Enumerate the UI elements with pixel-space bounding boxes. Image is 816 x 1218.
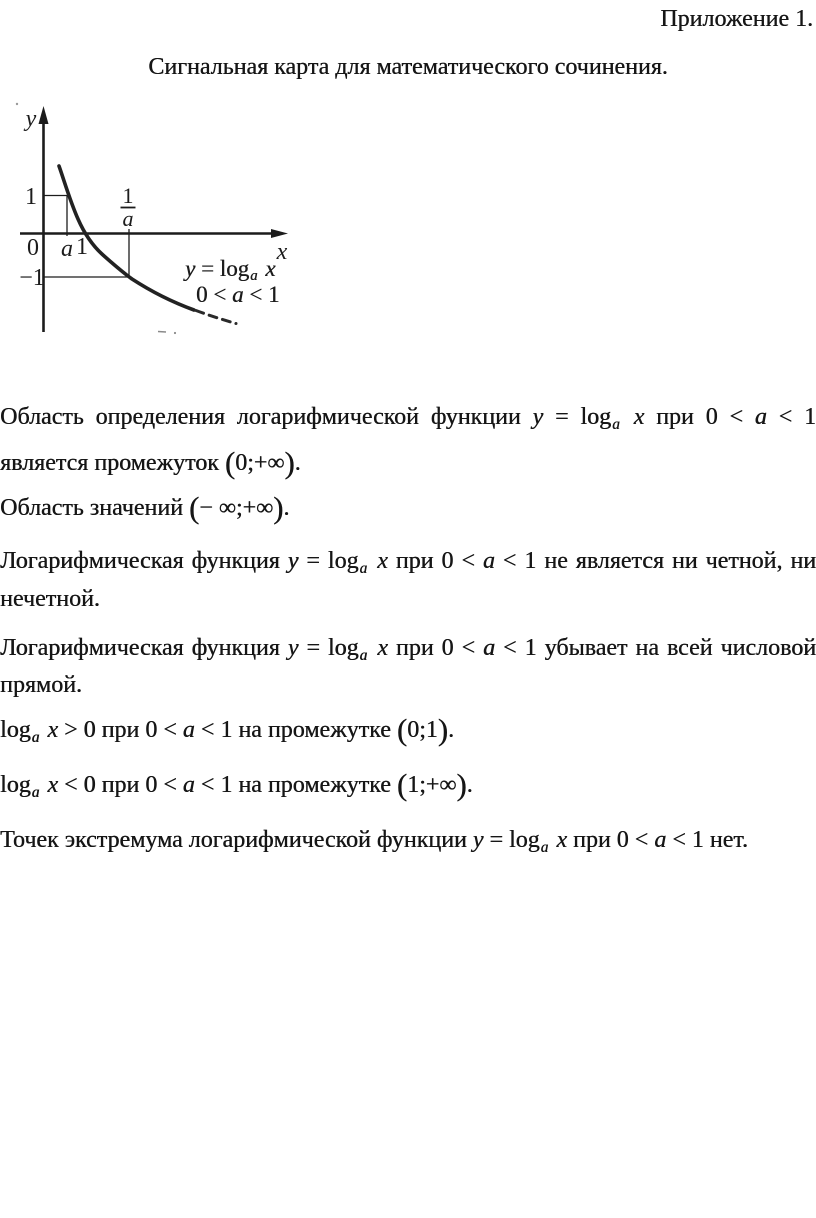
tick-1-label: 1 xyxy=(76,234,88,260)
text-line-positive-interval: loga x > 0 при 0 < a < 1 на промежутке (0;1). xyxy=(0,713,454,748)
text-line-domain-2: является промежуток (0;+∞). xyxy=(0,446,301,481)
log-curve-dashed-tail xyxy=(196,311,236,324)
document-title: Сигнальная карта для математического сочинения. xyxy=(148,54,668,80)
text-line-monotonic-2: прямой. xyxy=(0,672,82,698)
graph-equation-label: y = loga x xyxy=(185,256,276,285)
text-line-range: Область значений (− ∞;+∞). xyxy=(0,491,290,526)
text-line-extremum: Точек экстремума логарифмической функции y = loga x при 0 < a < 1 нет. xyxy=(0,827,748,856)
text-line-negative-interval: loga x < 0 при 0 < a < 1 на промежутке (1;+∞). xyxy=(0,768,473,803)
graph-canvas xyxy=(0,90,340,352)
scan-artifact-dot-top xyxy=(16,103,18,105)
tick-yneg1-label: −1 xyxy=(19,265,45,291)
text-line-domain-1: Область определения логарифмической функции y = loga x при 0 < a < 1 xyxy=(0,404,816,433)
tick-y1-label: 1 xyxy=(25,184,37,210)
y-axis-arrow-icon xyxy=(39,106,49,124)
text-line-parity-1: Логарифмическая функция y = loga x при 0 < a < 1 не является ни четной, ни xyxy=(0,548,816,577)
scan-artifact-dash xyxy=(158,332,166,333)
origin-label: 0 xyxy=(27,235,39,261)
fraction-denominator: a xyxy=(122,206,134,231)
appendix-label: Приложение 1. xyxy=(660,6,813,32)
x-axis-label: x xyxy=(276,239,288,265)
fraction-numerator: 1 xyxy=(122,183,134,208)
scan-artifact-dot xyxy=(174,332,176,334)
tick-a-label: a xyxy=(61,236,73,262)
log-function-graph xyxy=(0,90,340,352)
y-axis-label: y xyxy=(25,106,37,132)
text-line-parity-2: нечетной. xyxy=(0,586,100,612)
graph-condition-label: 0 < a < 1 xyxy=(196,282,280,307)
text-line-monotonic-1: Логарифмическая функция y = loga x при 0 < a < 1 убывает на всей числовой xyxy=(0,635,816,664)
x-axis-arrow-icon xyxy=(271,229,288,238)
